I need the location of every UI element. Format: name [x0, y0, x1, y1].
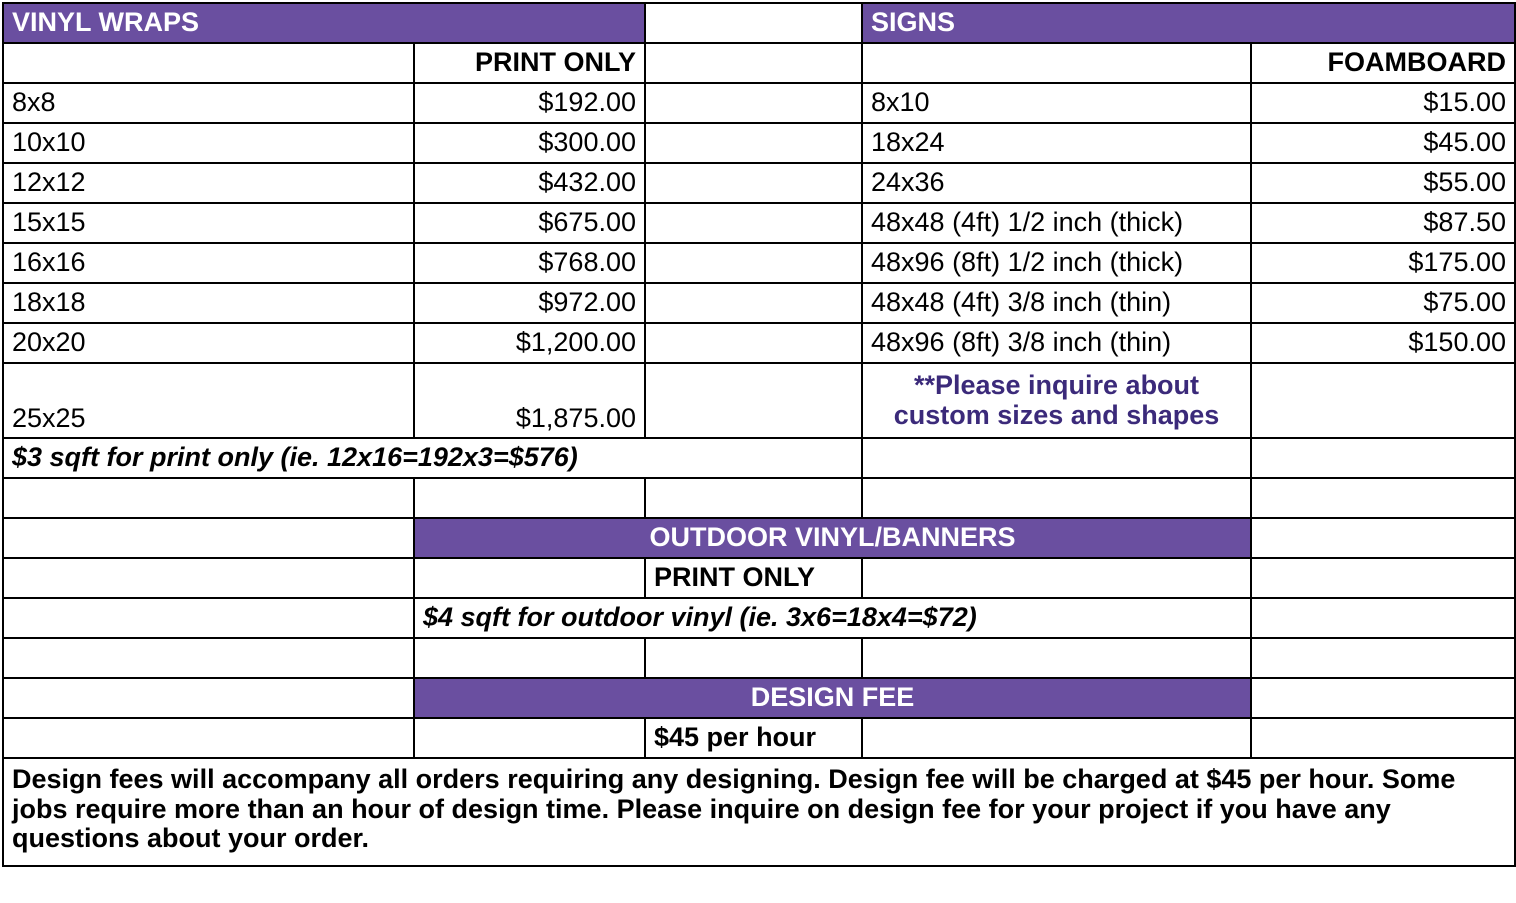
empty-cell	[645, 83, 862, 123]
vinyl-size: 12x12	[3, 163, 414, 203]
empty-cell	[414, 638, 645, 678]
price-sheet	[2, 2, 1516, 867]
table-row	[3, 598, 1515, 638]
sign-size: 8x10	[862, 83, 1251, 123]
table-row	[3, 203, 1515, 243]
sign-price: $45.00	[1251, 123, 1515, 163]
sign-size: 48x96 (8ft) 3/8 inch (thin)	[862, 323, 1251, 363]
empty-cell	[862, 718, 1251, 758]
column-label-row	[3, 43, 1515, 83]
vinyl-sqft-note: $3 sqft for print only (ie. 12x16=192x3=$576)	[3, 438, 862, 478]
empty-cell	[414, 558, 645, 598]
signs-header: SIGNS	[862, 3, 1515, 43]
sign-price: $75.00	[1251, 283, 1515, 323]
empty-cell	[1251, 678, 1515, 718]
vinyl-size: 8x8	[3, 83, 414, 123]
design-fee-description: Design fees will accompany all orders requiring any designing. Design fee will be charged at $45 per hour. Some jobs require more than an hour of design time. Please inquire on design fee for your project if you have any questions about your order.	[3, 758, 1515, 866]
vinyl-size: 18x18	[3, 283, 414, 323]
vinyl-price: $432.00	[414, 163, 645, 203]
empty-cell	[645, 43, 862, 83]
empty-cell	[645, 478, 862, 518]
vinyl-size: 10x10	[3, 123, 414, 163]
sign-price: $15.00	[1251, 83, 1515, 123]
vinyl-size: 25x25	[3, 363, 414, 438]
table-row	[3, 678, 1515, 718]
empty-cell	[862, 438, 1251, 478]
design-fee-header: DESIGN FEE	[414, 678, 1251, 718]
design-fee-rate: $45 per hour	[645, 718, 862, 758]
vinyl-price: $1,875.00	[414, 363, 645, 438]
empty-cell	[645, 3, 862, 43]
table-row	[3, 518, 1515, 558]
vinyl-price: $768.00	[414, 243, 645, 283]
vinyl-size: 16x16	[3, 243, 414, 283]
vinyl-price: $972.00	[414, 283, 645, 323]
table-row	[3, 363, 1515, 438]
outdoor-vinyl-header: OUTDOOR VINYL/BANNERS	[414, 518, 1251, 558]
custom-sizes-note	[862, 363, 1251, 438]
empty-cell	[862, 43, 1251, 83]
table-row	[3, 323, 1515, 363]
sign-size: 18x24	[862, 123, 1251, 163]
table-row	[3, 243, 1515, 283]
outdoor-print-only-label: PRINT ONLY	[645, 558, 862, 598]
vinyl-size: 20x20	[3, 323, 414, 363]
table-row	[3, 163, 1515, 203]
table-row	[3, 123, 1515, 163]
empty-cell	[1251, 363, 1515, 438]
foamboard-label: FOAMBOARD	[1251, 43, 1515, 83]
sign-size: 48x48 (4ft) 3/8 inch (thin)	[862, 283, 1251, 323]
empty-cell	[3, 598, 414, 638]
empty-cell	[1251, 558, 1515, 598]
empty-cell	[1251, 638, 1515, 678]
empty-cell	[645, 323, 862, 363]
empty-cell	[645, 638, 862, 678]
empty-cell	[645, 163, 862, 203]
empty-cell	[1251, 438, 1515, 478]
table-row	[3, 478, 1515, 518]
vinyl-print-only-label: PRINT ONLY	[414, 43, 645, 83]
sign-price: $175.00	[1251, 243, 1515, 283]
empty-cell	[862, 478, 1251, 518]
table-row	[3, 758, 1515, 866]
empty-cell	[645, 363, 862, 438]
vinyl-price: $1,200.00	[414, 323, 645, 363]
empty-cell	[1251, 718, 1515, 758]
table-row	[3, 83, 1515, 123]
empty-cell	[414, 478, 645, 518]
empty-cell	[3, 478, 414, 518]
table-row	[3, 638, 1515, 678]
table-row	[3, 283, 1515, 323]
vinyl-price: $675.00	[414, 203, 645, 243]
empty-cell	[645, 203, 862, 243]
empty-cell	[645, 283, 862, 323]
empty-cell	[862, 638, 1251, 678]
empty-cell	[862, 558, 1251, 598]
sign-price: $150.00	[1251, 323, 1515, 363]
sign-size: 48x48 (4ft) 1/2 inch (thick)	[862, 203, 1251, 243]
empty-cell	[414, 718, 645, 758]
sign-size: 24x36	[862, 163, 1251, 203]
empty-cell	[3, 518, 414, 558]
sign-size: 48x96 (8ft) 1/2 inch (thick)	[862, 243, 1251, 283]
empty-cell	[3, 718, 414, 758]
empty-cell	[645, 243, 862, 283]
vinyl-price: $300.00	[414, 123, 645, 163]
empty-cell	[1251, 478, 1515, 518]
empty-cell	[3, 558, 414, 598]
empty-cell	[1251, 518, 1515, 558]
table-row	[3, 718, 1515, 758]
section-header-row	[3, 3, 1515, 43]
empty-cell	[1251, 598, 1515, 638]
empty-cell	[3, 43, 414, 83]
empty-cell	[3, 678, 414, 718]
empty-cell	[645, 123, 862, 163]
table-row	[3, 438, 1515, 478]
outdoor-sqft-note: $4 sqft for outdoor vinyl (ie. 3x6=18x4=$72)	[414, 598, 1251, 638]
custom-sizes-note-line2: custom sizes and shapes	[893, 399, 1220, 430]
table-row	[3, 558, 1515, 598]
vinyl-wraps-header: VINYL WRAPS	[3, 3, 645, 43]
custom-sizes-note-line1: **Please inquire about	[913, 369, 1200, 400]
vinyl-size: 15x15	[3, 203, 414, 243]
sign-price: $87.50	[1251, 203, 1515, 243]
vinyl-price: $192.00	[414, 83, 645, 123]
empty-cell	[3, 638, 414, 678]
sign-price: $55.00	[1251, 163, 1515, 203]
